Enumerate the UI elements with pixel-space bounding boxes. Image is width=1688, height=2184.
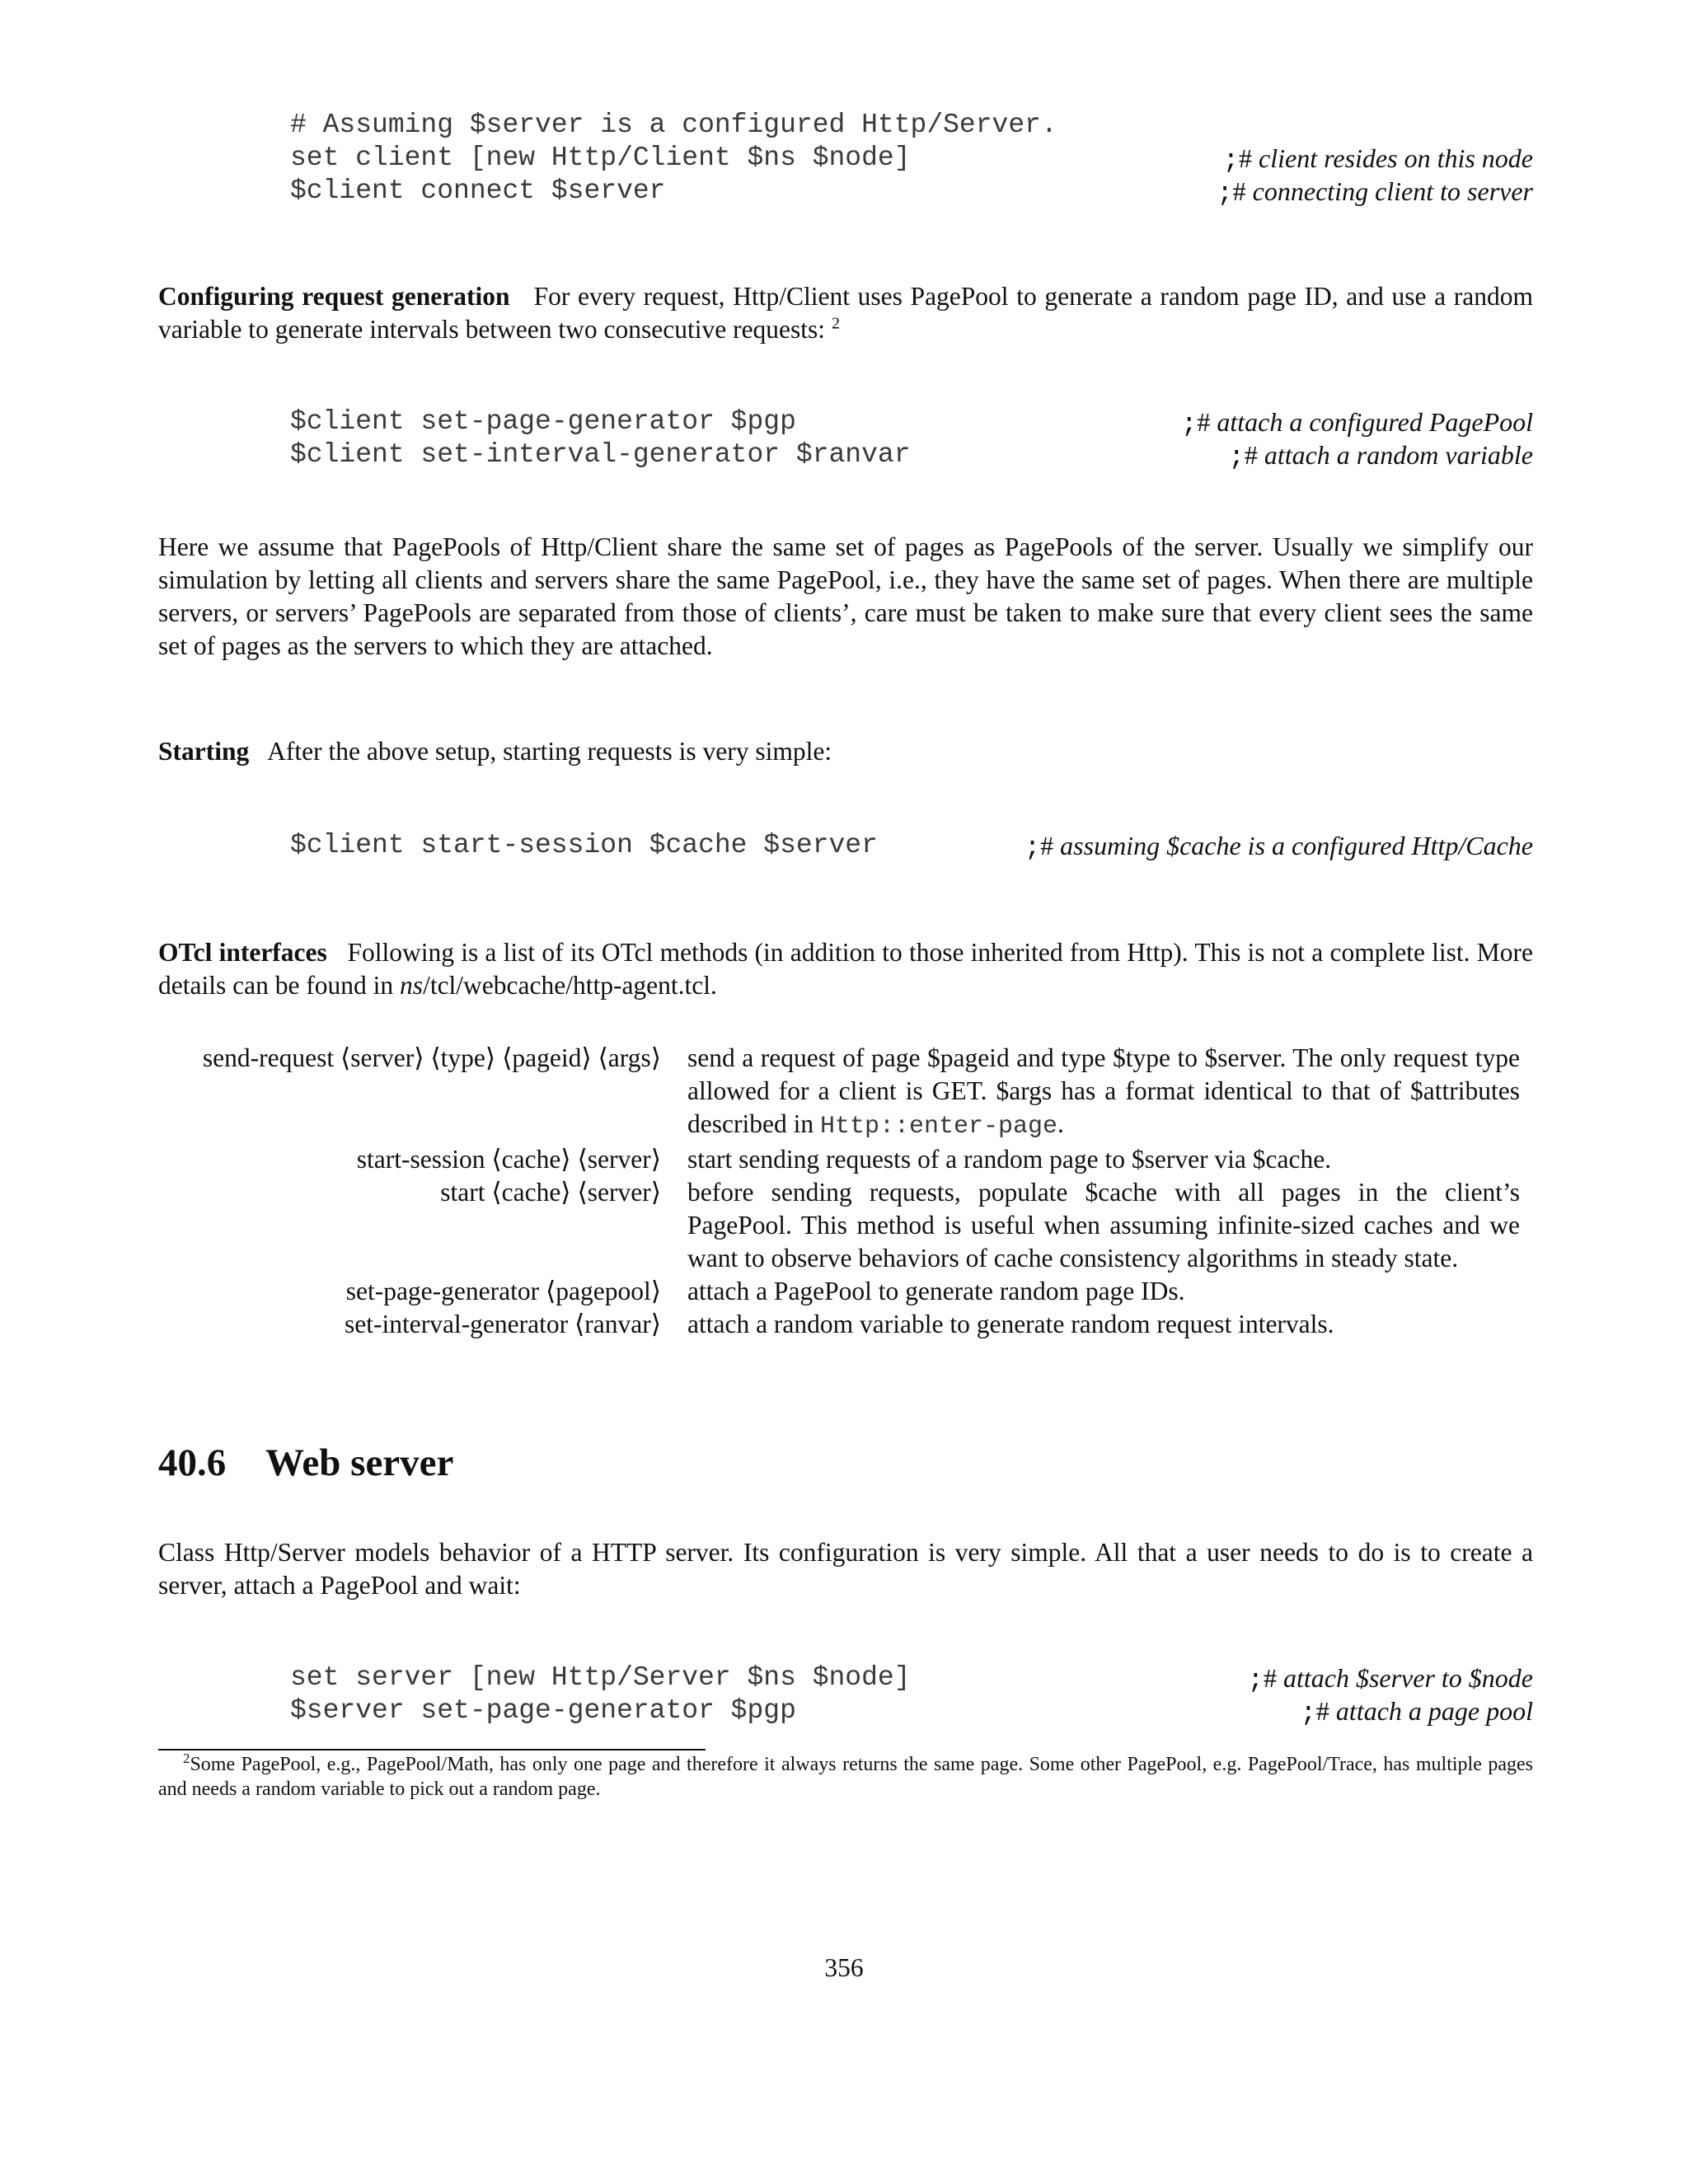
paragraph-starting <box>158 735 1533 768</box>
code-comment: ;# attach $server to $node <box>1247 1663 1533 1695</box>
footnote-text: Some PagePool, e.g., PagePool/Math, has only one page and therefore it always returns the same page. Some other PagePool, e.g. PagePool/Trace, has multiple pages and needs a random variable to pick out a random page. <box>158 1754 1534 1800</box>
code-text: # Assuming $server is a configured Http/Server. <box>290 110 1057 140</box>
code-line <box>290 142 1533 175</box>
footnote-rule <box>158 1749 706 1750</box>
code-block-start-session <box>290 829 1533 862</box>
footnote-mark: 2 <box>182 1750 190 1766</box>
code-text: set server [new Http/Server $ns $node] <box>290 1662 911 1693</box>
code-comment: ;# attach a page pool <box>1300 1696 1533 1728</box>
path-italic: ns <box>400 971 424 1000</box>
paragraph-heading: Configuring request generation <box>158 282 510 311</box>
section-number: 40.6 <box>158 1441 227 1484</box>
section-title: Web server <box>265 1441 454 1484</box>
code-block-server-setup <box>290 1661 1533 1727</box>
method-description: send a request of page $pageid and type $type to $server. The only request type allowed for a client is GET. $args has a format identical to that of $attributes described in Http::enter-page. <box>687 1043 1520 1141</box>
code-comment: ;# client resides on this node <box>1222 143 1533 176</box>
code-line <box>290 829 1533 862</box>
footnote-marker: 2 <box>831 314 840 333</box>
footnote <box>158 1752 1533 1802</box>
section-heading <box>158 1441 453 1485</box>
code-line <box>290 175 1533 208</box>
method-row <box>158 1176 1533 1275</box>
code-text: $server set-page-generator $pgp <box>290 1695 796 1726</box>
page-number: 356 <box>824 1953 864 1982</box>
paragraph-heading: OTcl interfaces <box>158 938 327 967</box>
method-row <box>158 1143 1533 1176</box>
code-line <box>290 1661 1533 1694</box>
code-block-generators <box>290 405 1533 471</box>
code-comment: ;# attach a random variable <box>1228 440 1533 472</box>
code-text: $client set-page-generator $pgp <box>290 406 796 437</box>
method-row <box>158 1042 1533 1143</box>
method-name: set-interval-generator ⟨ranvar⟩ <box>345 1310 661 1338</box>
paragraph-text: For every request, Http/Client uses PagePool to generate a random page ID, and use a random variable to generate intervals between two consecutive requests: <box>158 282 1534 344</box>
method-description: start sending requests of a random page to $server via $cache. <box>687 1145 1332 1174</box>
paragraph-text: After the above setup, starting requests is very simple: <box>267 737 832 766</box>
code-block-client-setup <box>290 109 1533 208</box>
code-line <box>290 1694 1533 1727</box>
path-rest: /tcl/webcache/http-agent.tcl. <box>423 971 717 1000</box>
code-line <box>290 405 1533 438</box>
paragraph-http-server: Class Http/Server models behavior of a HTTP server. Its configuration is very simple. All that a user needs to do is to create a server, attach a PagePool and wait: <box>158 1538 1533 1600</box>
code-comment: ;# attach a configured PagePool <box>1181 407 1533 439</box>
method-description: before sending requests, populate $cache with all pages in the client’s PagePool. This method is useful when assuming infinite-sized caches and we want to observe behaviors of cache consistency algorithms in steady state. <box>687 1178 1520 1272</box>
otcl-methods-list <box>158 1042 1533 1341</box>
paragraph-request-generation <box>158 280 1533 346</box>
code-line <box>290 438 1533 471</box>
paragraph-otcl-interfaces <box>158 936 1533 1002</box>
code-comment: ;# assuming $cache is a configured Http/Cache <box>1024 831 1533 863</box>
code-comment: ;# connecting client to server <box>1217 176 1533 209</box>
code-text: set client [new Http/Client $ns $node] <box>290 143 911 173</box>
code-text: $client set-interval-generator $ranvar <box>290 439 911 470</box>
method-name: start ⟨cache⟩ ⟨server⟩ <box>440 1178 661 1207</box>
method-name: set-page-generator ⟨pagepool⟩ <box>345 1277 661 1305</box>
method-row <box>158 1308 1533 1341</box>
method-name: send-request ⟨server⟩ ⟨type⟩ ⟨pageid⟩ ⟨args⟩ <box>202 1043 661 1072</box>
method-row <box>158 1275 1533 1308</box>
inline-code: Http::enter-page <box>819 1113 1057 1141</box>
method-description: attach a PagePool to generate random page IDs. <box>687 1277 1185 1305</box>
paragraph-text: Following is a list of its OTcl methods (in addition to those inherited from Http). This is not a complete list. More details can be found in <box>158 938 1533 1000</box>
code-text: $client connect $server <box>290 176 666 206</box>
code-line <box>290 109 1533 142</box>
method-name: start-session ⟨cache⟩ ⟨server⟩ <box>356 1145 661 1174</box>
paragraph-pagepool-sharing: Here we assume that PagePools of Http/Client share the same set of pages as PagePools of the server. Usually we simplify our simulation by letting all clients and servers share the same PagePool, i.e., they have the same set of pages. When there are multiple servers, or servers’ PagePools are separated from those of clients’, care must be taken to make sure that every client sees the same set of pages as the servers to which they are attached. <box>158 532 1533 660</box>
paragraph-heading: Starting <box>158 737 250 766</box>
method-description: attach a random variable to generate random request intervals. <box>687 1310 1334 1338</box>
code-text: $client start-session $cache $server <box>290 830 878 860</box>
